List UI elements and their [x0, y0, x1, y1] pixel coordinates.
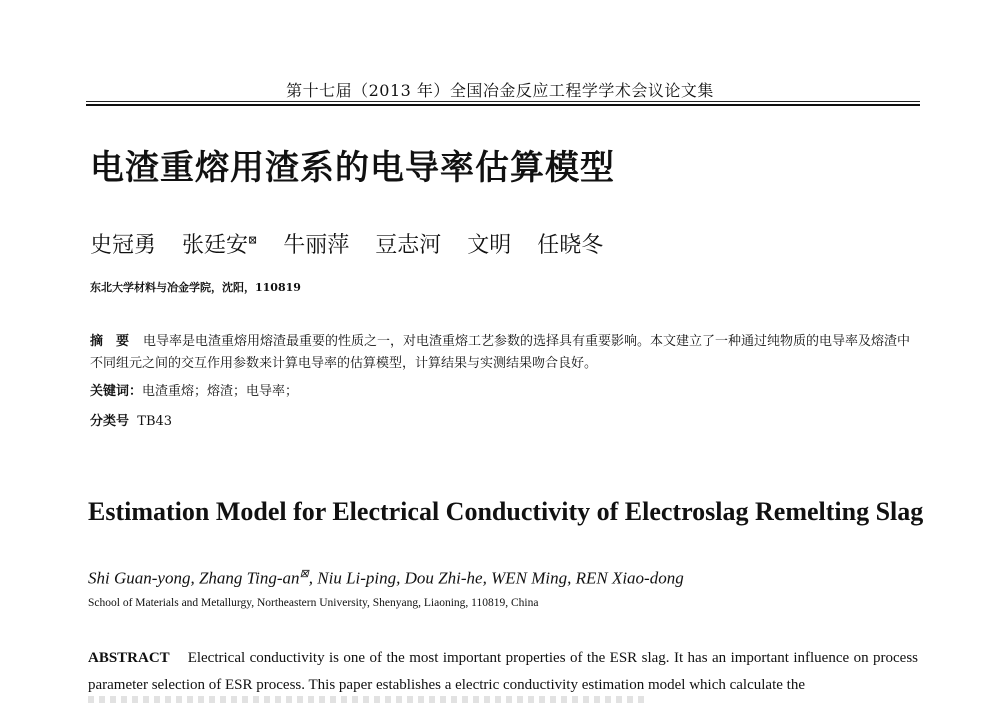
cn-author: 文明	[467, 233, 512, 258]
corresponding-icon: ⊠	[248, 233, 258, 247]
keywords-label: 关键词：	[90, 384, 143, 399]
chinese-affiliation: 东北大学材料与冶金学院，沈阳，110819	[90, 281, 301, 294]
abstract-text: 电导率是电渣重熔用熔渣最重要的性质之一，对电渣重熔工艺参数的选择具有重要影响。本文建立了一种通过纯物质的电导率及熔渣中不同组元之间的交互作用参数来计算电导率的估算模型，计算结果与实测结果吻合良好。	[90, 334, 911, 371]
english-authors: Shi Guan-yong, Zhang Ting-an⊠, Niu Li-ping, Dou Zhi-he, WEN Ming, REN Xiao-dong	[88, 568, 684, 588]
class-label: 分类号	[90, 414, 130, 429]
chinese-abstract	[90, 331, 920, 375]
chinese-authors	[90, 228, 603, 259]
classification	[90, 410, 172, 429]
corresponding-icon: ⊠	[299, 568, 309, 580]
abstract-text: Electrical conductivity is one of the most important properties of the ESR slag. It has an important influence on process parameter selection of ESR process. This paper establishes a electric conductivity estimation model which calculate the	[88, 650, 918, 693]
chinese-title: 电渣重熔用渣系的电导率估算模型	[90, 148, 615, 188]
header-rule-thin	[86, 101, 920, 102]
abstract-label: ABSTRACT	[88, 650, 170, 666]
chinese-keywords	[90, 380, 298, 399]
header-rule-thick	[86, 104, 920, 106]
english-title: Estimation Model for Electrical Conductivity of Electroslag Remelting Slag	[88, 497, 924, 526]
cn-author: 牛丽萍	[283, 233, 350, 258]
abstract-label: 摘 要	[90, 334, 130, 349]
english-affiliation: School of Materials and Metallurgy, Northeastern University, Shenyang, Liaoning, 110819, China	[88, 597, 539, 609]
keywords-text: 电渣重熔；熔渣；电导率；	[142, 384, 299, 399]
cn-author: 豆志河	[375, 233, 442, 258]
cn-author: 史冠勇	[90, 233, 157, 258]
class-value: TB43	[137, 414, 173, 429]
cn-author: 任晓冬	[537, 233, 604, 258]
english-abstract	[88, 645, 918, 699]
cut-off-line	[88, 696, 648, 703]
running-header: 第十七届（2013 年）全国冶金反应工程学学术会议论文集	[286, 81, 714, 100]
cn-author: 张廷安⊠	[182, 233, 258, 258]
